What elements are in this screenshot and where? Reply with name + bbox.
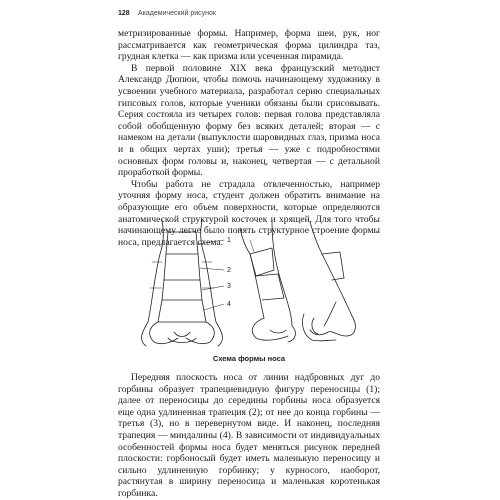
bottom-body-text bbox=[118, 372, 380, 500]
figure-label-1: 1 bbox=[227, 237, 231, 244]
figure-label-3: 3 bbox=[227, 283, 231, 290]
nose-three-quarter-view bbox=[240, 222, 295, 342]
paragraph-2: В первой половине XIX века французский методист Александр Дюпюи, чтобы помочь начинающему художнику в усвоении учебного материала, разработал серию специальных гипсовых голов, которые ученики обязаны были срисовывать. Серия состояла из четырех голов: первая голова представляла собой обобщенную форму без всяких деталей; вторая — с намеком на детали (выпуклости шаровидных глаз, призма носа и в общих чертах уши); третья — уже с подробностями основных форм головы и, наконец, четвертая — с детальной проработкой формы. bbox=[118, 62, 380, 179]
nose-front-view bbox=[142, 220, 224, 346]
figure-label-2: 2 bbox=[227, 267, 231, 274]
paragraph-3: Чтобы работа не страдала отвлеченностью, например уточняя форму носа, студент должен обратить внимание на образующие его объем поверхности, которые определяются анатомической структурой косточек и хрящей. Для того чтобы начинающему легче было понять структурное строение формы носа, предлагается схема. bbox=[118, 178, 380, 248]
running-title: Академический рисунок bbox=[138, 10, 216, 17]
figure-caption: Схема формы носа bbox=[212, 354, 286, 363]
page-number: 128 bbox=[118, 10, 130, 17]
paragraph-1: метризированные формы. Например, форма шеи, рук, ног рассматривается как геометрическая форма цилиндра таз, грудная клетка — как призма или усеченная пирамида. bbox=[118, 28, 380, 63]
nose-scheme-figure bbox=[132, 218, 364, 352]
page-header bbox=[118, 10, 380, 22]
paragraph-4: Передняя плоскость носа от линии надбровных дуг до горбины образует трапециевидную фигуру переносицы (1); далее от переносицы до середины горбины носа образуется еще одна удлиненная трапеция (2); от нее до конца горбины — третья (3), но в перевернутом виде. И наконец, последняя трапеция — миндалины (4). В зависимости от индивидуальных особенностей формы носа будет меняться рисунок передней плоскости: горбоносый будет иметь маленькую переносицу и сильно удлиненную горбинку; у курносого, наоборот, растянутая в ширину переносица и маленькая коротенькая горбинка. bbox=[118, 372, 380, 499]
figure-label-4: 4 bbox=[227, 301, 231, 308]
nose-profile-view bbox=[302, 222, 355, 341]
top-body-text bbox=[118, 28, 380, 248]
